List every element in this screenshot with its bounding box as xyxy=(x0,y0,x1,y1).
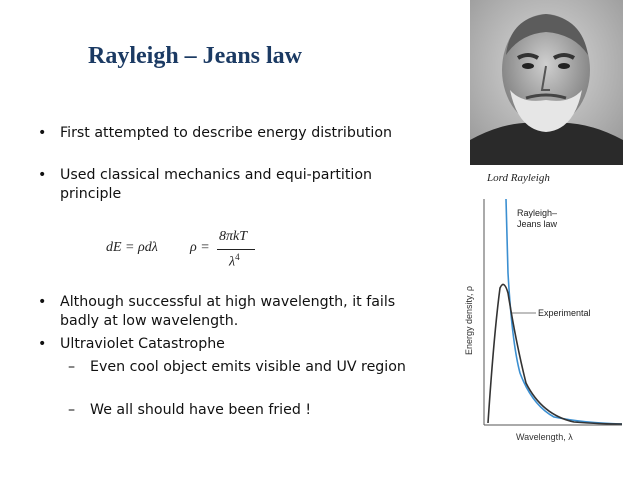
rayleigh-jeans-label-line2: Jeans law xyxy=(517,219,558,229)
bullet-text: First attempted to describe energy distribution xyxy=(60,125,393,141)
bullet-item xyxy=(38,293,413,331)
bullet-text: Although successful at high wavelength, it fails badly at low wavelength. xyxy=(60,294,396,329)
bullet-marker: • xyxy=(38,167,47,183)
sub-bullet-text: We all should have been fried ! xyxy=(90,402,312,418)
rayleigh-jeans-label-line1: Rayleigh– xyxy=(517,208,558,218)
bullet-item xyxy=(38,166,413,204)
experimental-curve xyxy=(488,284,622,424)
fraction-bar xyxy=(217,249,255,250)
equation-energy: dE = ρdλ xyxy=(106,240,158,255)
bullet-item xyxy=(38,335,413,354)
portrait-illustration xyxy=(470,0,623,165)
sub-bullet-text: Even cool object emits visible and UV region xyxy=(90,359,406,375)
equation-rho: ρ = xyxy=(190,240,210,255)
y-axis-label: Energy density, ρ xyxy=(464,286,474,355)
energy-density-graph xyxy=(454,193,624,448)
sub-bullet-marker: – xyxy=(68,359,76,375)
denominator-exponent: 4 xyxy=(235,252,240,262)
sub-bullet-item xyxy=(68,401,413,420)
bullet-marker: • xyxy=(38,336,47,352)
x-axis-label: Wavelength, λ xyxy=(516,432,573,442)
portrait-photo xyxy=(470,0,623,165)
bullet-item xyxy=(38,124,413,143)
experimental-label: Experimental xyxy=(538,308,591,318)
portrait-caption: Lord Rayleigh xyxy=(487,172,550,184)
denominator-base: λ xyxy=(229,254,236,270)
bullet-text: Used classical mechanics and equi-partition principle xyxy=(60,167,373,202)
equation-denominator xyxy=(229,252,240,271)
sub-bullet-item xyxy=(68,358,413,377)
bullet-marker: • xyxy=(38,294,47,310)
page-title: Rayleigh – Jeans law xyxy=(88,43,303,69)
equation-numerator: 8πkT xyxy=(219,229,248,244)
sub-bullet-marker: – xyxy=(68,402,76,418)
bullet-text: Ultraviolet Catastrophe xyxy=(60,336,225,352)
bullet-marker: • xyxy=(38,125,47,141)
